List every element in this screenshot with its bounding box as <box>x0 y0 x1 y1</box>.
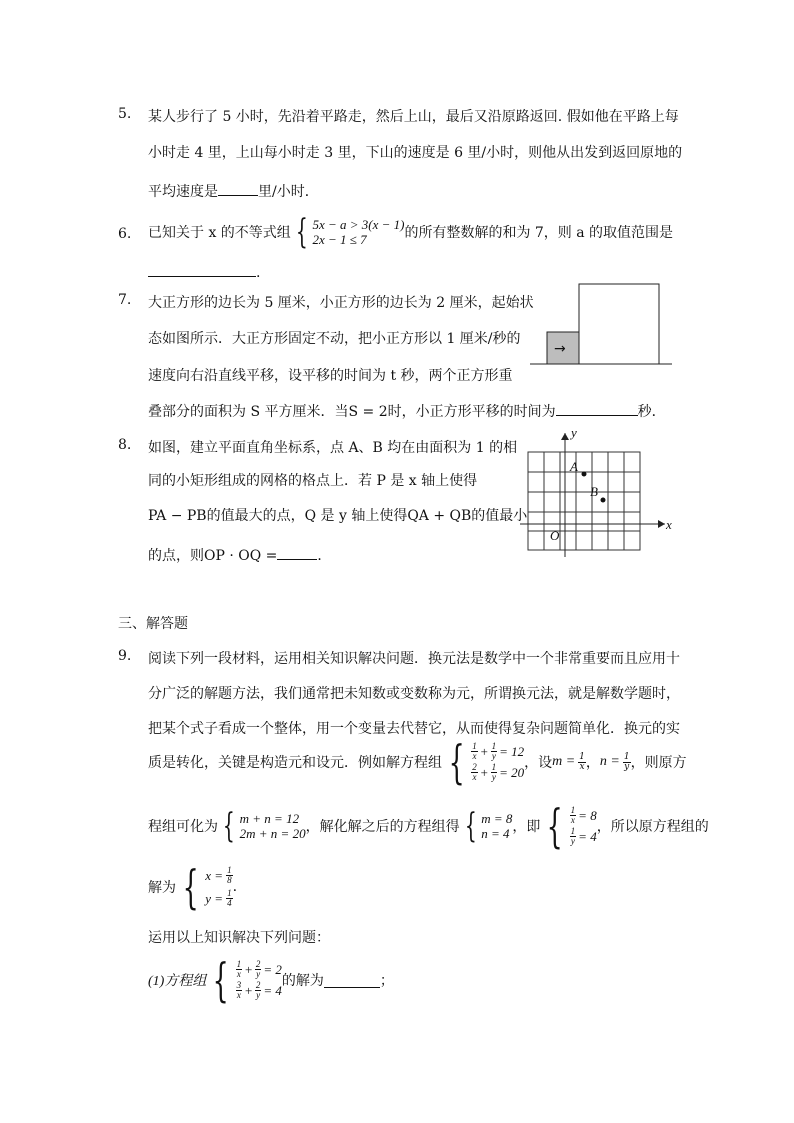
q9-sysE-brace-icon: { <box>182 860 199 914</box>
q6-brace-icon: { <box>295 212 308 252</box>
q8-grid <box>528 452 640 550</box>
q6-line1 <box>148 212 673 252</box>
q9-sysA-brace-icon: { <box>448 735 465 789</box>
q8-y-axis-arrow-icon <box>561 433 569 440</box>
q9-number: 9. <box>118 648 132 664</box>
q9-line1: 阅读下列一段材料，运用相关知识解决问题．换元法是数学中一个非常重要而且应用十 <box>148 651 680 667</box>
q6-answer-blank[interactable] <box>148 262 256 277</box>
q9-line4-end: ，则原方 <box>630 755 687 771</box>
q9-part1-answer-blank[interactable] <box>324 973 380 988</box>
q8-grid-figure <box>520 425 680 560</box>
q9-part1: (1)方程组 { $\frac{1}{x}$ + $\frac{2}{y}$ = 2 $\frac{3}{x}$ + $\frac{2}{y}$ = 4 的解为 ； <box>148 953 394 1007</box>
q8-line4-text: 的点，则OP · OQ = <box>148 548 278 564</box>
q6-system <box>312 217 404 247</box>
q8-line4-suffix: ． <box>317 548 332 564</box>
q6-suffix: 的所有整数解的和为 7，则 a 的取值范围是 <box>404 225 674 241</box>
q9-sysA-eq2: $\frac{2}{x}$ + $\frac{1}{y}$ = 20 <box>472 762 525 782</box>
q9-line7: 运用以上知识解决下列问题： <box>148 930 330 946</box>
q9-line5: 程组可化为 { m + n = 12 2m + n = 20 ，解化解之后的方程组得 { m = 8 n = 4 ，即 { $\frac{1}{x}$ = 8 $\frac{1}{y}$ = 4 ，所以原方程组的 <box>148 799 709 853</box>
q7-line4-text: 叠部分的面积为 S 平方厘米．当S = 2时，小正方形平移的时间为 <box>148 404 556 420</box>
q5-answer-blank[interactable] <box>218 181 258 196</box>
q9-line4-set: ，设 <box>524 755 553 771</box>
q5-line3 <box>148 181 319 201</box>
q6-line2 <box>148 262 260 281</box>
q8-label-A: A <box>570 459 578 474</box>
q8-point-A <box>582 472 587 477</box>
q9-sysD-brace-icon: { <box>546 799 564 853</box>
q5-line3-prefix: 平均速度是 <box>148 184 218 200</box>
q9-line2: 分广泛的解题方法，我们通常把未知数或变数称为元，所谓换元法，就是解数学题时， <box>148 686 680 702</box>
q7-large-square <box>579 284 659 364</box>
q5-line2: 小时走 4 里，上山每小时走 3 里，下山的速度是 6 里/小时，则他从出发到返回原地的 <box>148 145 683 161</box>
q7-right-arrow-icon: → <box>554 341 566 357</box>
q8-label-x: x <box>666 517 672 532</box>
q9-system-D: $\frac{1}{x}$ = 8 $\frac{1}{y}$ = 4 <box>570 805 597 846</box>
q8-line3: PA − PB的值最大的点，Q 是 y 轴上使得QA + QB的值最小 <box>148 508 528 524</box>
q9-system-A <box>471 742 524 782</box>
q7-line2: 态如图所示．大正方形固定不动，把小正方形以 1 厘米/秒的 <box>148 331 521 347</box>
q8-label-B: B <box>590 484 598 499</box>
q9-sysC-brace-icon: { <box>464 806 477 846</box>
q9-line4: 质是转化，关键是构造元和设元．例如解方程组 { $\frac{1}{x}$ + $\frac{1}{y}$ = 12 $\frac{2}{x}$ + $\frac{1}{y}$ = 20 ，设 m = $\frac{1}{x}$ ， n = $\frac{1}{y}$ ，则原方 <box>148 735 687 789</box>
q8-line1: 如图，建立平面直角坐标系，点 A、B 均在由面积为 1 的相 <box>148 440 518 456</box>
q8-number: 8. <box>118 437 132 453</box>
q7-number: 7. <box>118 292 132 308</box>
q8-answer-blank[interactable] <box>277 545 317 560</box>
q9-line3: 把某个式子看成一个整体，用一个变量去代替它，从而使得复杂问题简单化．换元的实 <box>148 721 680 737</box>
q8-label-y: y <box>571 425 577 440</box>
q7-line3: 速度向右沿直线平移，设平移的时间为 t 秒，两个正方形重 <box>148 368 513 384</box>
q6-system-eq2: 2x − 1 ≤ 7 <box>312 232 367 247</box>
q5-line3-suffix: 里/小时． <box>258 184 319 200</box>
q9-sysA-eq1: $\frac{1}{x}$ + $\frac{1}{y}$ = 12 <box>472 741 525 761</box>
q8-x-axis-arrow-icon <box>658 520 665 528</box>
q6-number: 6. <box>118 226 132 242</box>
q9-system-B: m + n = 12 2m + n = 20 <box>239 811 306 841</box>
q9-system-part1: $\frac{1}{x}$ + $\frac{2}{y}$ = 2 $\frac{3}{x}$ + $\frac{2}{y}$ = 4 <box>236 959 282 1000</box>
q9-sysB-brace-icon: { <box>222 806 235 846</box>
q5-line1: 某人步行了 5 小时，先沿着平路走，然后上山，最后又沿原路返回. 假如他在平路上每 <box>148 109 679 125</box>
q7-line4 <box>148 401 666 421</box>
q6-system-eq1: 5x − a > 3(x − 1) <box>312 217 405 232</box>
q8-line4 <box>148 545 331 565</box>
q7-line4-suffix: 秒． <box>637 404 666 420</box>
q6-end: . <box>256 265 261 281</box>
q9-line6: 解为 { x = $\frac{1}{8}$ y = $\frac{1}{4}$ . <box>148 860 238 914</box>
q6-prefix: 已知关于 x 的不等式组 <box>148 225 291 241</box>
q8-label-O: O <box>550 528 560 543</box>
q8-line2: 同的小矩形组成的网格的格点上．若 P 是 x 轴上使得 <box>148 473 478 489</box>
q7-squares-figure <box>528 280 674 370</box>
q9-system-solution: x = $\frac{1}{8}$ y = $\frac{1}{4}$ <box>205 865 232 908</box>
q9-system-C: m = 8 n = 4 <box>481 811 513 841</box>
q7-line1: 大正方形的边长为 5 厘米，小正方形的边长为 2 厘米，起始状 <box>148 295 534 311</box>
q9-sysF-brace-icon: { <box>212 953 230 1007</box>
q5-number: 5. <box>118 106 132 122</box>
section-3-title: 三、解答题 <box>118 616 188 632</box>
q8-point-B <box>601 498 606 503</box>
q7-answer-blank[interactable] <box>556 401 638 416</box>
q9-line4-text: 质是转化，关键是构造元和设元．例如解方程组 <box>148 755 442 771</box>
